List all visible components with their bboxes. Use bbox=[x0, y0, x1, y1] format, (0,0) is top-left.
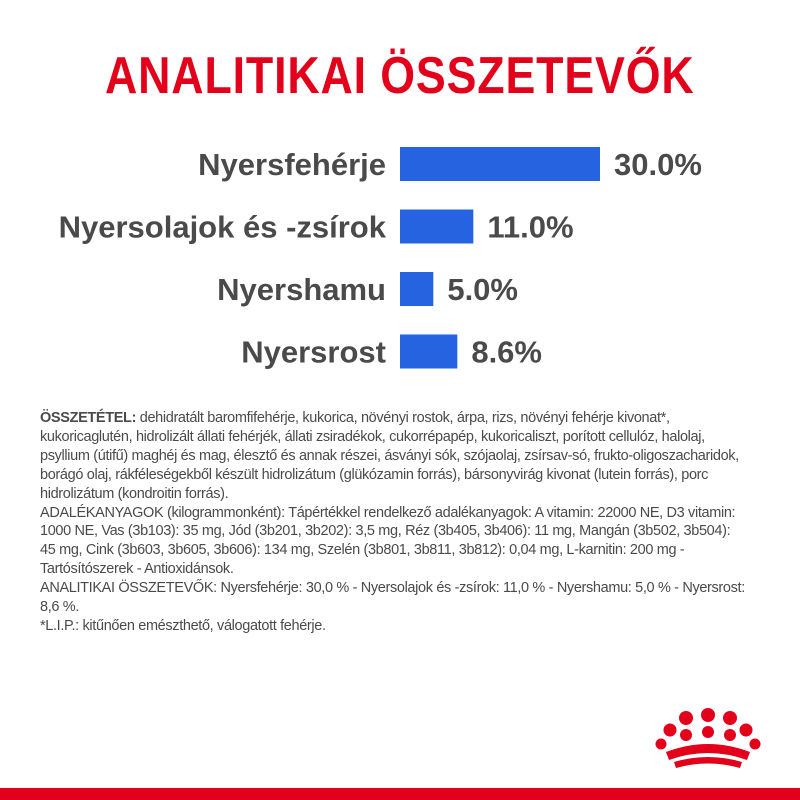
category-label: Nyersolajok és -zsírok bbox=[58, 209, 386, 245]
analytical-paragraph: ANALITIKAI ÖSSZETEVŐK: Nyersfehérje: 30,0 % - Nyersolajok és -zsírok: 11,0 % - Nyershamu: 5,0 % - Nyersrost: 8,6 %. bbox=[40, 580, 745, 616]
value-label: 8.6% bbox=[471, 334, 543, 370]
category-label: Nyersfehérje bbox=[198, 147, 386, 182]
composition-text bbox=[40, 409, 748, 636]
value-label: 30.0% bbox=[614, 147, 702, 182]
ingredients-list: dehidratált baromfifehérje, kukorica, növényi rostok, árpa, rizs, növényi fehérje kivonat*, kukoricaglutén, hidrolizált állati fehérjék, állati zsiradékok, cukorrépapép, kukoricaliszt, porított cellulóz, halolaj, psyllium (útifű) maghéj és mag, élesztő és annak részei, ásványi sók, szójaolaj, zsírsav-só, frukto-oligoszacharidok, borágó olaj, rákféleségekből készült hidrolizátum (glükózamin forrás), bársonyvirág kivonat (lutein forrás), porc hidrolizátum (kondroitin forrás). bbox=[40, 410, 739, 502]
bar bbox=[400, 335, 457, 369]
category-label: Nyershamu bbox=[217, 272, 386, 307]
value-label: 5.0% bbox=[447, 272, 519, 307]
additives-paragraph: ADALÉKANYAGOK (kilogrammonként): Tápértékkel rendelkező adalékanyagok: A vitamin: 22000 NE, D3 vitamin: 1000 NE, Vas (3b103): 35 mg, Jód (3b201, 3b202): 3,5 mg, Réz (3b405, 3b406): 11 mg, Mangán (3b502, 3b504): 45 mg, Cink (3b603, 3b605, 3b606): 134 mg, Szelén (3b801, 3b811, 3b812): 0,04 mg, L-karnitin: 200 mg - Tartósítószerek - Antioxidánsok. bbox=[40, 504, 736, 578]
bar bbox=[400, 210, 473, 244]
crown-logo-shape bbox=[656, 708, 761, 768]
bar bbox=[400, 272, 433, 306]
title-text: ANALITIKAI ÖSSZETEVŐK bbox=[105, 47, 695, 105]
bottom-brand-band bbox=[0, 788, 800, 800]
bar bbox=[400, 147, 600, 181]
footnote: *L.I.P.: kitűnően emészthető, válogatott fehérje. bbox=[40, 617, 326, 634]
value-label: 11.0% bbox=[487, 209, 574, 245]
composition-heading: ÖSSZETÉTEL: bbox=[40, 410, 137, 426]
category-label: Nyersrost bbox=[241, 334, 386, 370]
ingredients-paragraph bbox=[40, 409, 748, 504]
crown-logo bbox=[652, 708, 764, 770]
